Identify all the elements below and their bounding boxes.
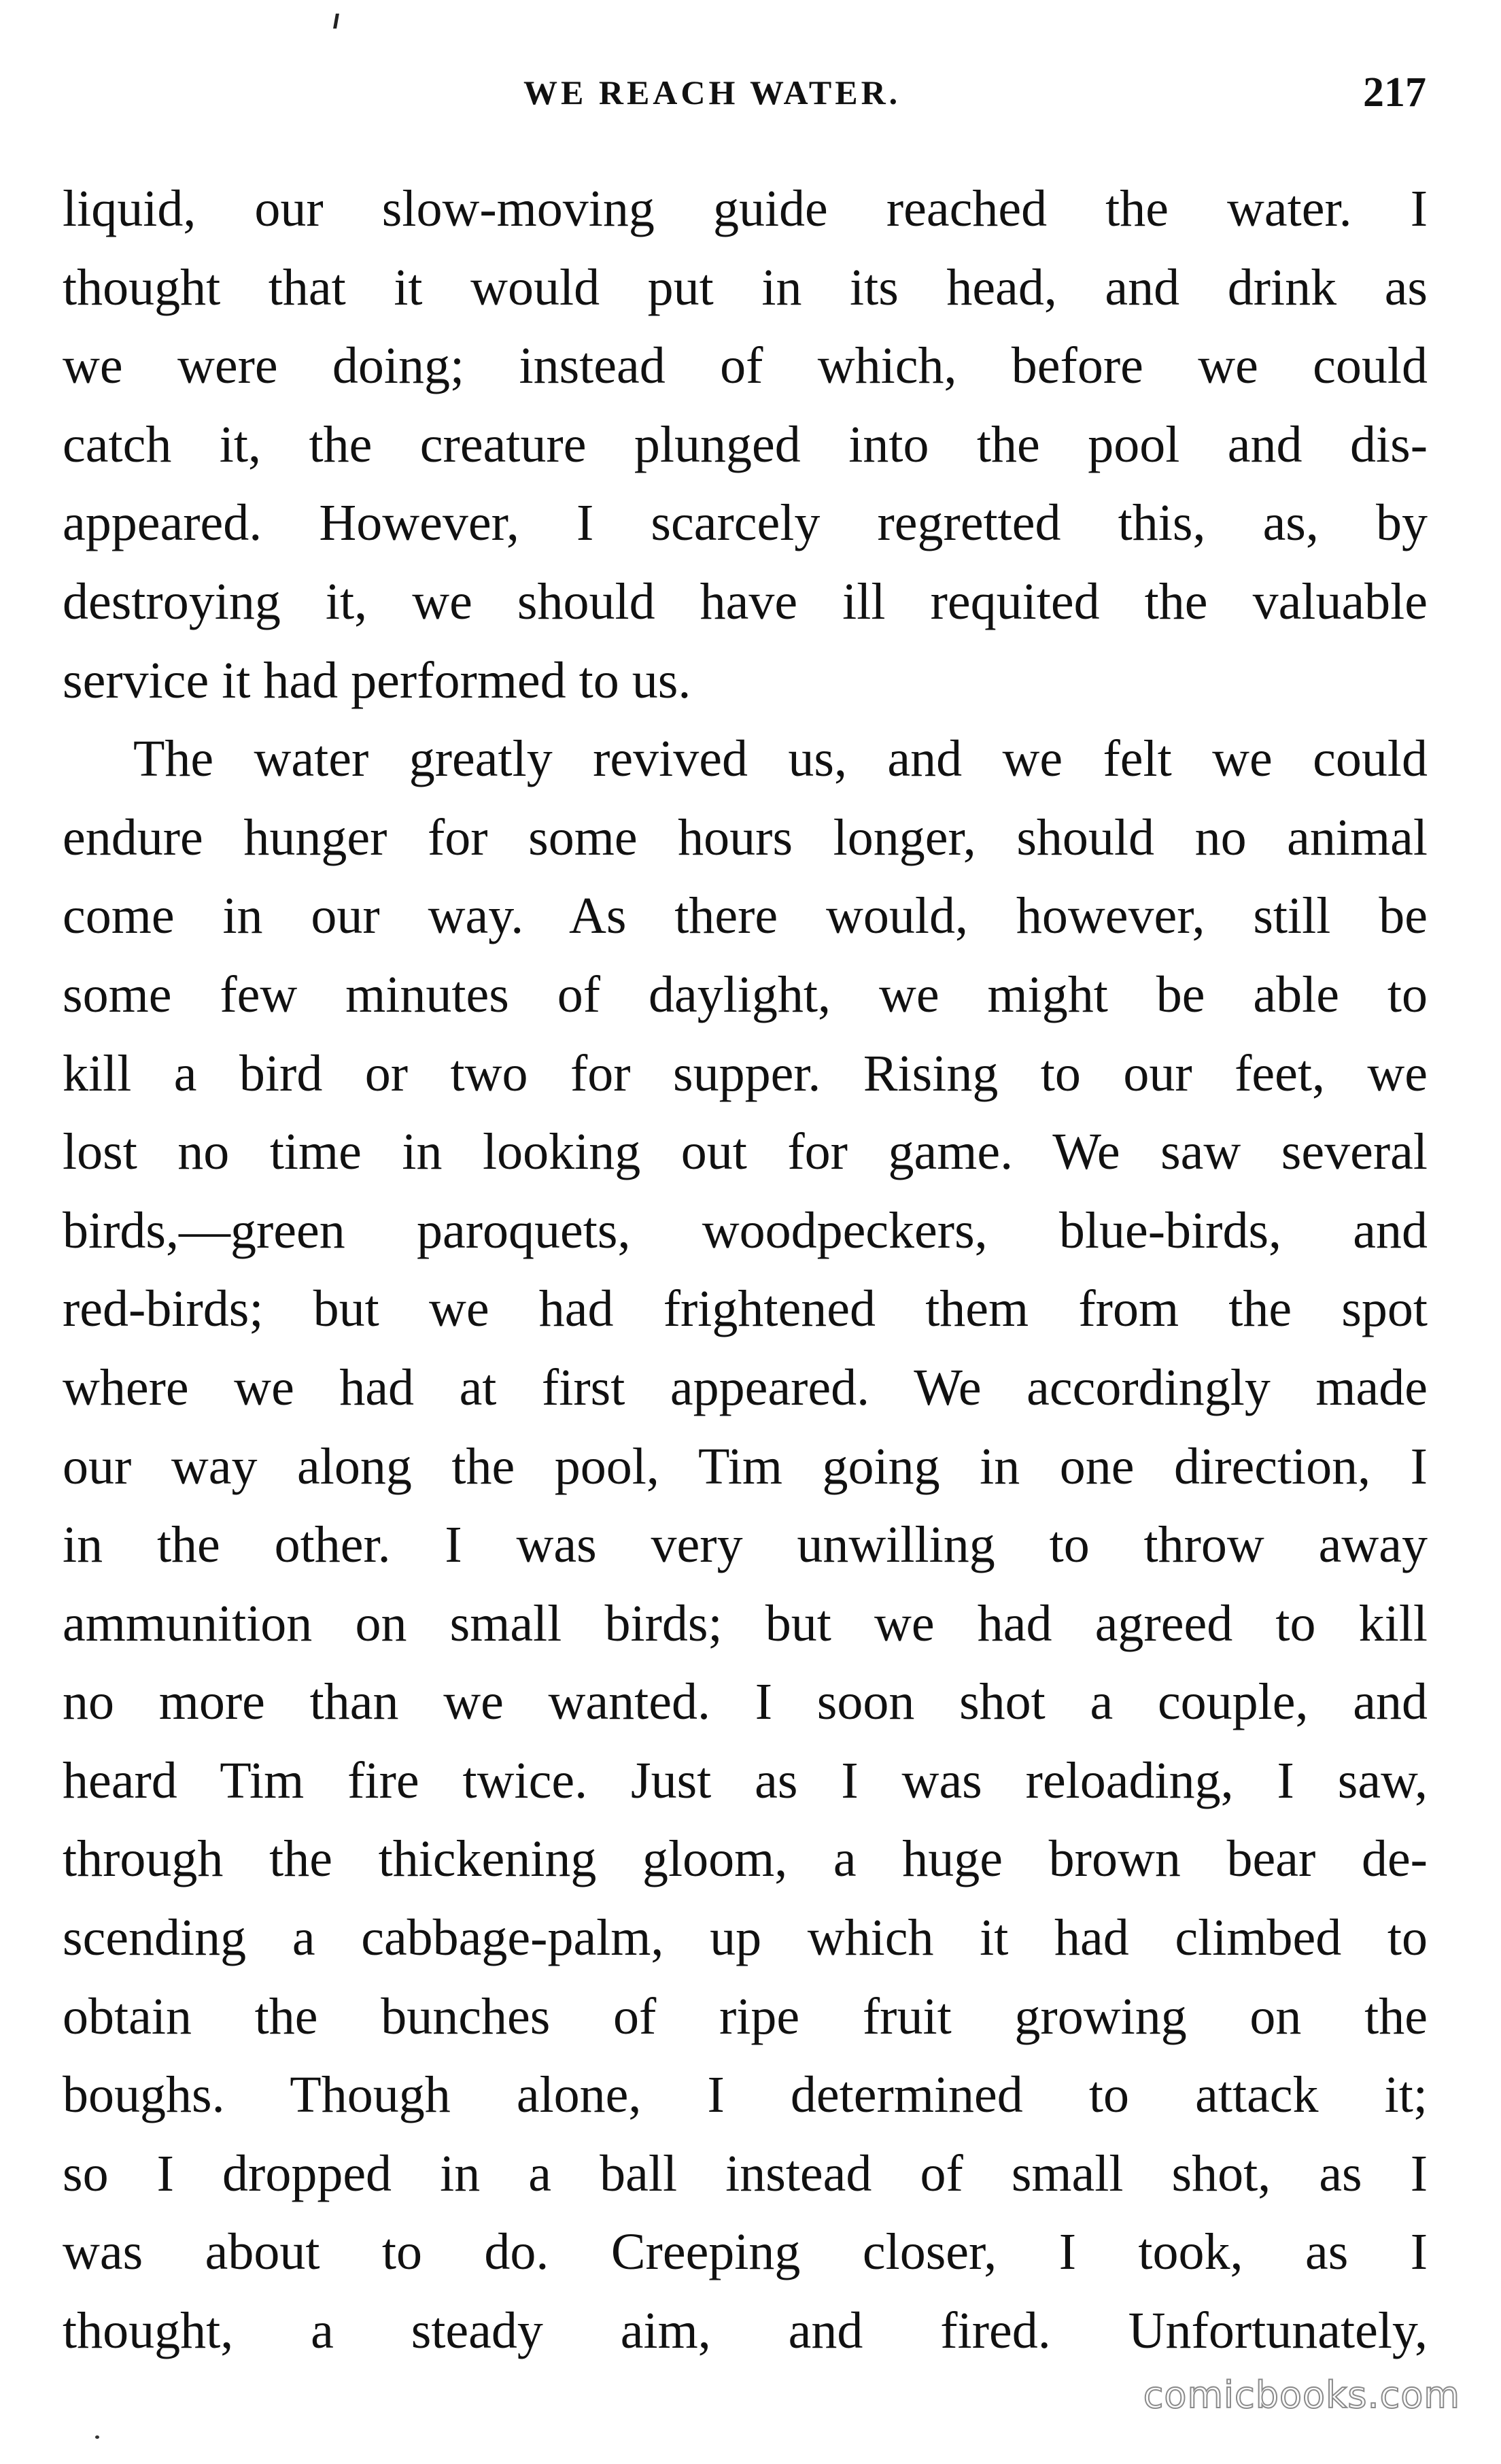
ink-speck-top bbox=[333, 14, 339, 29]
running-title: WE REACH WATER. bbox=[523, 73, 901, 112]
text-line: obtain the bunches of ripe fruit growing on the bbox=[63, 1987, 1428, 2045]
text-line: red-birds; but we had frightened them from the spot bbox=[63, 1280, 1428, 1338]
text-line: catch it, the creature plunged into the pool and dis- bbox=[63, 415, 1428, 473]
text-line: ammunition on small birds; but we had agreed to kill bbox=[63, 1594, 1428, 1652]
text-line: where we had at first appeared. We accordingly made bbox=[63, 1358, 1428, 1416]
text-line: thought that it would put in its head, and drink as bbox=[63, 258, 1428, 316]
text-line: thought, a steady aim, and fired. Unfortunately, bbox=[63, 2302, 1428, 2360]
page-number: 217 bbox=[1363, 69, 1426, 116]
text-line: our way along the pool, Tim going in one direction, I bbox=[63, 1437, 1428, 1495]
text-line: kill a bird or two for supper. Rising to our feet, we bbox=[63, 1044, 1428, 1102]
text-line: destroying it, we should have ill requited the valuable bbox=[63, 572, 1428, 630]
text-line: we were doing; instead of which, before we could bbox=[63, 337, 1428, 395]
text-line: scending a cabbage-palm, up which it had climbed to bbox=[63, 1909, 1428, 1967]
text-line: was about to do. Creeping closer, I took, as I bbox=[63, 2223, 1428, 2281]
text-line: boughs. Though alone, I determined to attack it; bbox=[63, 2066, 1428, 2124]
text-line: come in our way. As there would, however, still be bbox=[63, 887, 1428, 945]
text-line: heard Tim fire twice. Just as I was reloading, I saw, bbox=[63, 1751, 1428, 1809]
text-line: some few minutes of daylight, we might be able to bbox=[63, 965, 1428, 1023]
body-text bbox=[63, 170, 1428, 2371]
text-line: endure hunger for some hours longer, should no animal bbox=[63, 808, 1428, 866]
text-line: The water greatly revived us, and we felt we could bbox=[133, 730, 1428, 788]
text-line: so I dropped in a ball instead of small shot, as I bbox=[63, 2144, 1428, 2202]
running-header bbox=[0, 65, 1501, 120]
text-line: birds,—green paroquets, woodpeckers, blue-birds, and bbox=[63, 1201, 1428, 1259]
text-line: liquid, our slow-moving guide reached the water. I bbox=[63, 180, 1428, 237]
text-line: no more than we wanted. I soon shot a couple, and bbox=[63, 1673, 1428, 1731]
watermark: comicbooks.com bbox=[1143, 2374, 1460, 2416]
text-line: service it had performed to us. bbox=[63, 651, 691, 709]
ink-speck-bottom bbox=[95, 2435, 99, 2439]
text-line: lost no time in looking out for game. We saw several bbox=[63, 1123, 1428, 1181]
text-line: through the thickening gloom, a huge brown bear de- bbox=[63, 1830, 1428, 1888]
text-line: appeared. However, I scarcely regretted this, as, by bbox=[63, 494, 1428, 552]
text-line: in the other. I was very unwilling to throw away bbox=[63, 1516, 1428, 1574]
